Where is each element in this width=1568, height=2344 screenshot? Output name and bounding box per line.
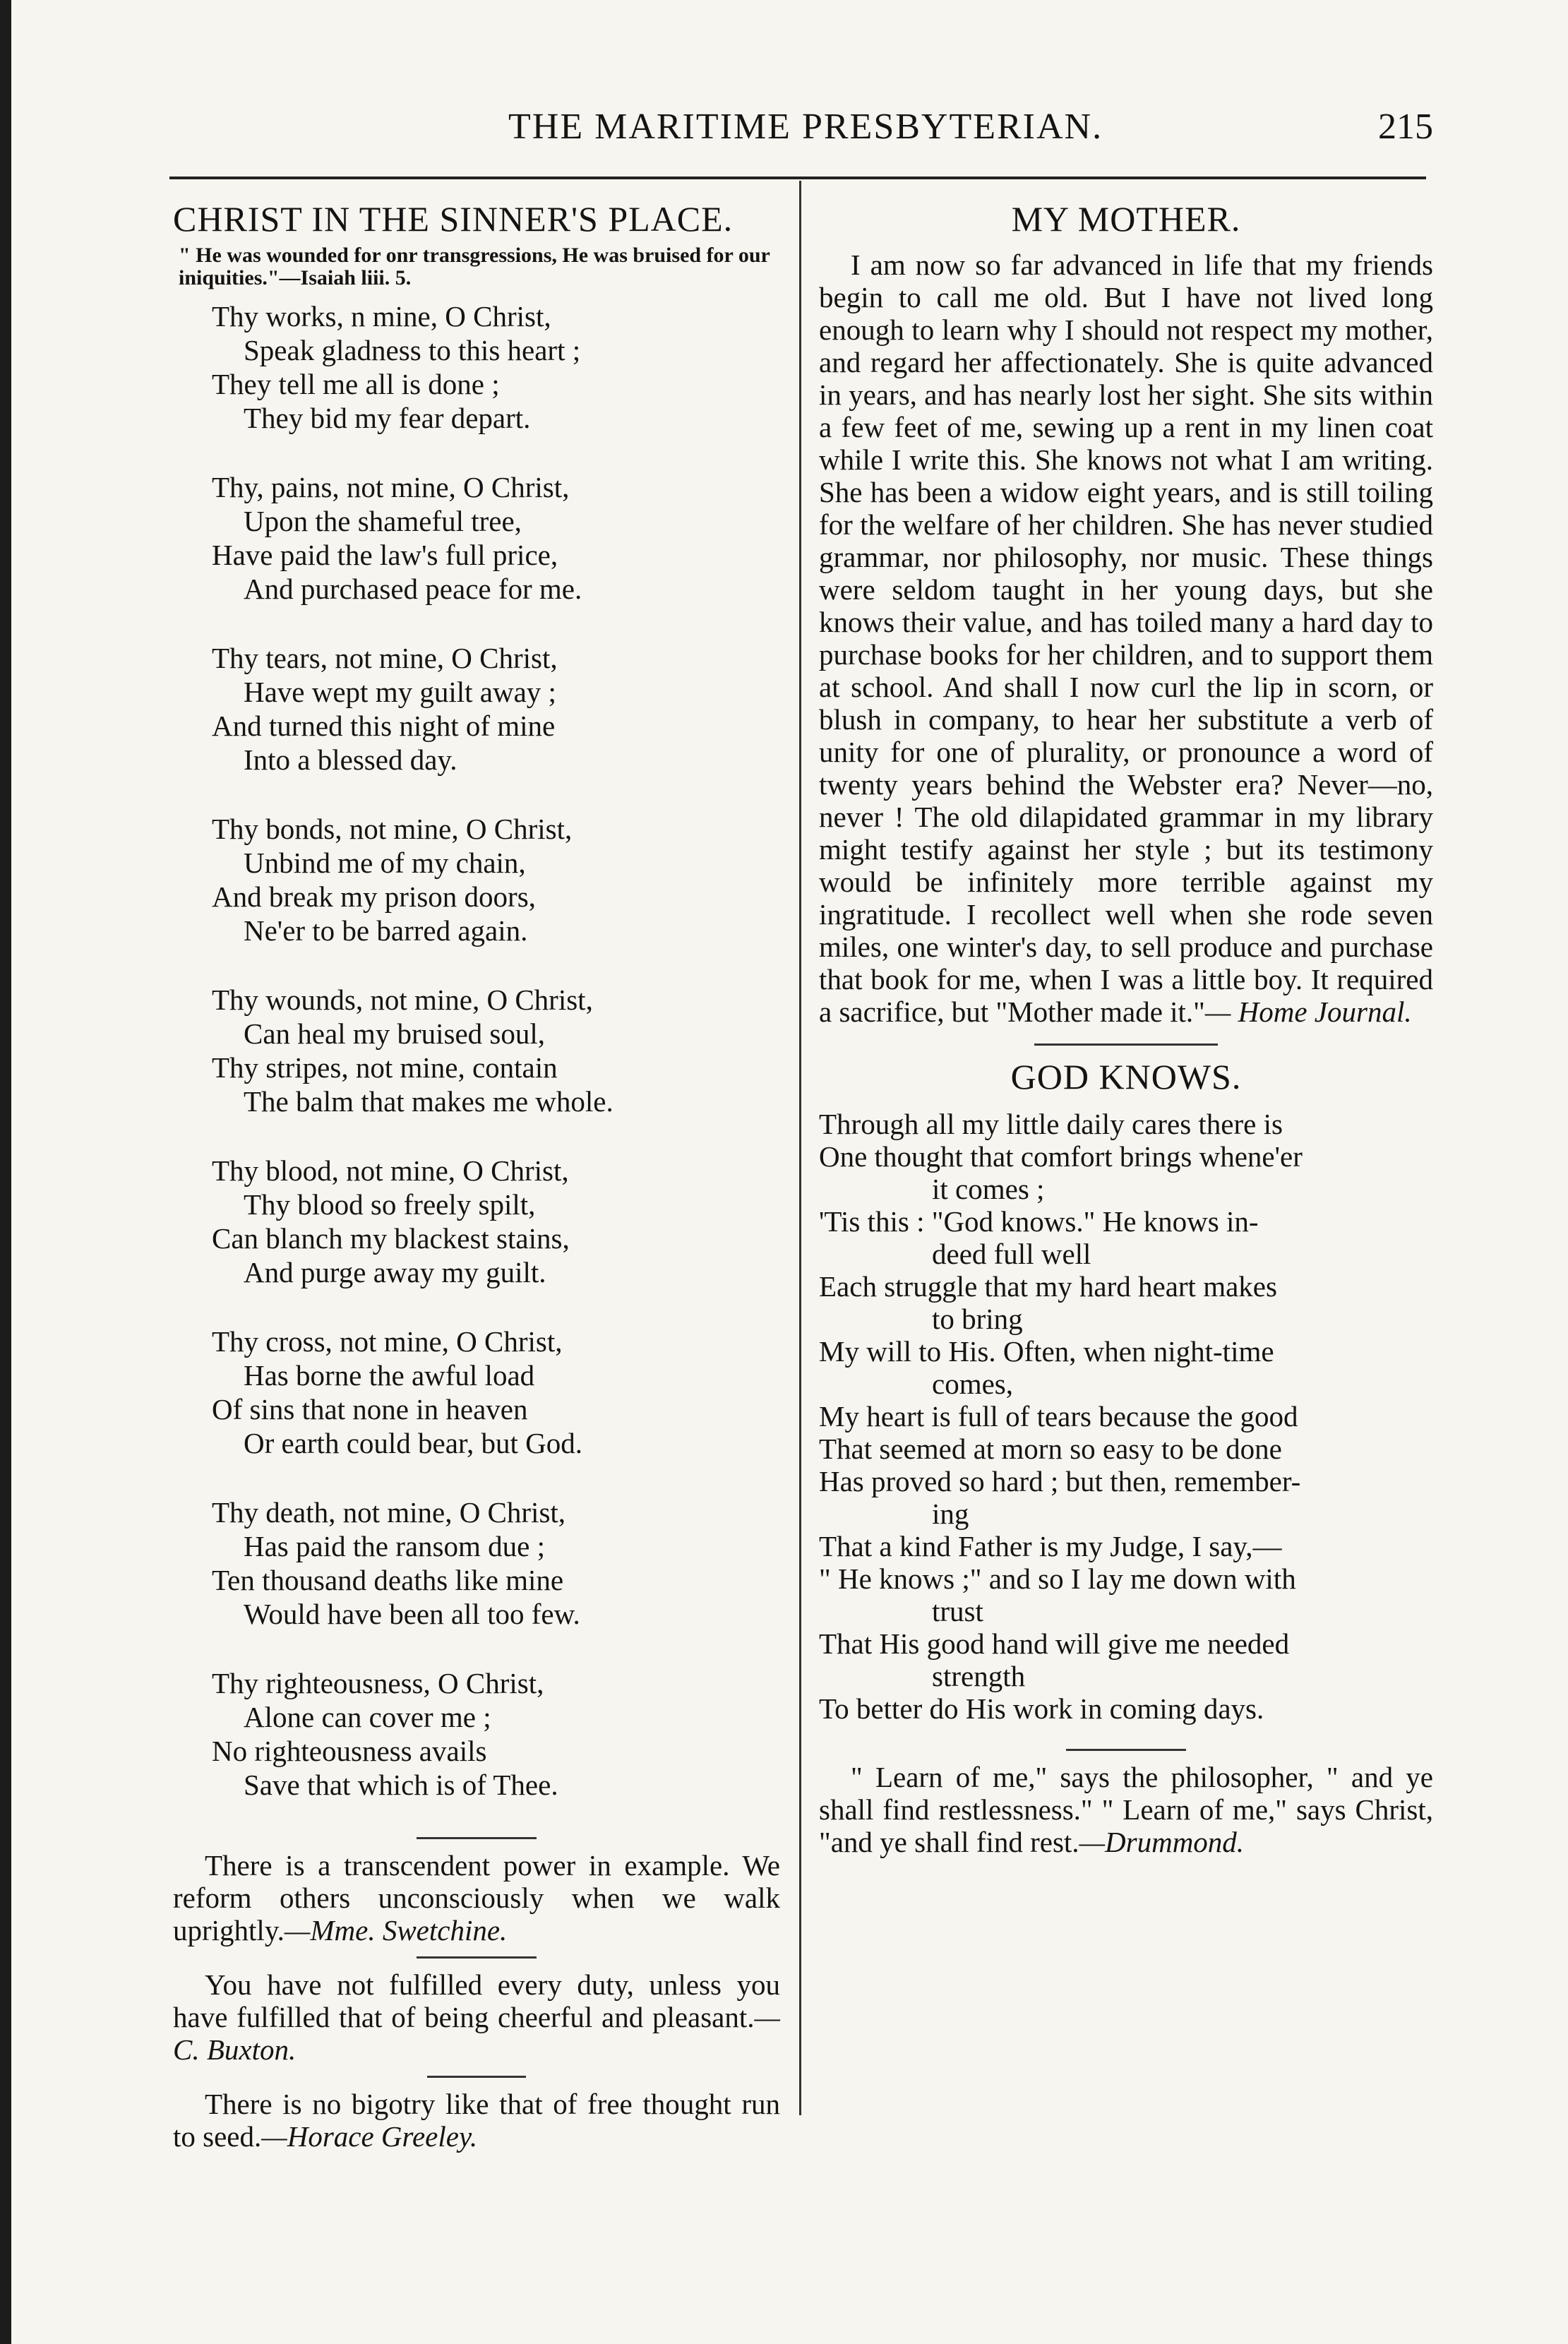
quote-text: There is no bigotry like that of free thought run to seed. bbox=[173, 2088, 780, 2153]
closing-quote bbox=[819, 1761, 1433, 1858]
poem-line: Thy works, n mine, O Christ, bbox=[212, 300, 551, 333]
journal-title: THE MARITIME PRESBYTERIAN. bbox=[508, 107, 1103, 147]
poem-line: Through all my little daily cares there is bbox=[819, 1108, 1283, 1140]
poem-line: Each struggle that my hard heart makes bbox=[819, 1270, 1277, 1303]
column-divider bbox=[799, 181, 801, 2115]
quote-text: " Learn of me," says the philosopher, " and ye shall find restlessness." " Learn of me," says Christ, "and ye shall find rest. bbox=[819, 1761, 1433, 1858]
poem-line: comes, bbox=[932, 1368, 1013, 1400]
article-body bbox=[819, 249, 1433, 1028]
article-title: MY MOTHER. bbox=[1011, 199, 1241, 239]
quote-text: There is a transcendent power in example. We reform others unconsciously when we walk uprightly. bbox=[173, 1849, 780, 1947]
poem-line: That seemed at morn so easy to be done bbox=[819, 1433, 1282, 1465]
poem-line: My will to His. Often, when night-time bbox=[819, 1335, 1274, 1368]
poem-stanza bbox=[212, 1495, 780, 1631]
poem-line: One thought that comfort brings whene'er bbox=[819, 1140, 1303, 1173]
poem-line: Thy bonds, not mine, O Christ, bbox=[212, 813, 573, 845]
poem-line: Can blanch my blackest stains, bbox=[212, 1222, 570, 1255]
poem-line: The balm that makes me whole. bbox=[244, 1085, 614, 1118]
poem-line: Can heal my bruised soul, bbox=[244, 1017, 546, 1050]
separator-rule bbox=[1034, 1044, 1218, 1046]
poem-line: My heart is full of tears because the good bbox=[819, 1400, 1298, 1433]
header-rule bbox=[169, 177, 1426, 179]
poem-line: Or earth could bear, but God. bbox=[244, 1427, 582, 1459]
poem-line: Has borne the awful load bbox=[244, 1359, 535, 1392]
article-attribution: — Home Journal. bbox=[1204, 995, 1412, 1028]
epigraph-reference: —Isaiah liii. 5. bbox=[279, 266, 412, 289]
poem-stanza bbox=[212, 1666, 780, 1802]
separator-rule bbox=[417, 1837, 537, 1839]
quote-attribution: —Drummond. bbox=[1079, 1826, 1245, 1858]
quote-attribution: —Horace Greeley. bbox=[261, 2120, 478, 2153]
quote-paragraph bbox=[173, 1849, 780, 1947]
poem-stanzas bbox=[173, 299, 780, 1802]
poem-stanza bbox=[212, 1154, 780, 1289]
quote-paragraph bbox=[173, 2088, 780, 2153]
poem-line: Have paid the law's full price, bbox=[212, 539, 558, 571]
poem-line: Thy blood, not mine, O Christ, bbox=[212, 1154, 569, 1187]
poem-line: Thy cross, not mine, O Christ, bbox=[212, 1325, 563, 1358]
separator-rule bbox=[427, 2076, 526, 2078]
right-column bbox=[819, 198, 1433, 1858]
poem-line: Thy blood so freely spilt, bbox=[244, 1188, 536, 1221]
left-column bbox=[173, 198, 780, 2153]
poem-line: Thy stripes, not mine, contain bbox=[212, 1051, 558, 1084]
poem-line: And purchased peace for me. bbox=[244, 573, 582, 605]
quote-attribution: —Mme. Swetchine. bbox=[284, 1914, 508, 1947]
poem-line: Speak gladness to this heart ; bbox=[244, 334, 581, 366]
poem-line: Thy wounds, not mine, O Christ, bbox=[212, 983, 593, 1016]
poem-stanza bbox=[212, 983, 780, 1118]
poem-line: They bid my fear depart. bbox=[244, 402, 531, 434]
poem-line: Would have been all too few. bbox=[244, 1598, 580, 1630]
poem-line: deed full well bbox=[932, 1238, 1091, 1270]
poem-line: Unbind me of my chain, bbox=[244, 847, 526, 879]
poem-line: No righteousness avails bbox=[212, 1735, 487, 1767]
quote-attribution: —C. Buxton. bbox=[173, 2001, 780, 2066]
binding-edge bbox=[0, 0, 11, 2344]
poem-line: Ne'er to be barred again. bbox=[244, 914, 528, 947]
poem-line: Thy, pains, not mine, O Christ, bbox=[212, 471, 570, 503]
poem-line: Has proved so hard ; but then, remember- bbox=[819, 1465, 1301, 1497]
poem-line: trust bbox=[932, 1595, 983, 1627]
poem-line: ing bbox=[932, 1497, 969, 1530]
poem-line: Save that which is of Thee. bbox=[244, 1769, 558, 1801]
poem-line: strength bbox=[932, 1660, 1026, 1692]
running-header bbox=[494, 106, 1433, 155]
epigraph bbox=[179, 244, 780, 289]
quote-text: You have not fulfilled every duty, unless you have fulfilled that of being cheerful and pleasant. bbox=[173, 1968, 780, 2033]
poem-line: Thy righteousness, O Christ, bbox=[212, 1667, 544, 1699]
poem-title: GOD KNOWS. bbox=[1010, 1057, 1242, 1096]
poem-line: That His good hand will give me needed bbox=[819, 1627, 1290, 1660]
poem-stanza bbox=[212, 1325, 780, 1460]
poem-line: Thy tears, not mine, O Christ, bbox=[212, 642, 558, 674]
poem-line: 'Tis this : "God knows." He knows in- bbox=[819, 1205, 1259, 1238]
poem-line: Thy death, not mine, O Christ, bbox=[212, 1496, 566, 1529]
epigraph-text: " He was wounded for onr transgressions, He was bruised for our iniquities." bbox=[179, 244, 770, 289]
poem-line: Have wept my guilt away ; bbox=[244, 676, 556, 708]
poem-line: " He knows ;" and so I lay me down with bbox=[819, 1562, 1296, 1595]
poem-stanza bbox=[212, 641, 780, 777]
poem-line: And purge away my guilt. bbox=[244, 1256, 546, 1288]
separator-rule bbox=[417, 1956, 537, 1959]
page-number: 215 bbox=[1378, 107, 1433, 147]
poem-line: Into a blessed day. bbox=[244, 743, 457, 776]
poem-line: it comes ; bbox=[932, 1173, 1045, 1205]
poem-stanza bbox=[212, 299, 780, 435]
poem-line: They tell me all is done ; bbox=[212, 368, 500, 400]
poem-stanza bbox=[212, 470, 780, 606]
poem-line: Upon the shameful tree, bbox=[244, 505, 522, 537]
article-text: I am now so far advanced in life that my friends begin to call me old. But I have not lived long enough to learn why I should not respect my mother, and regard her affectionately. She is quite advanced in years, and has nearly lost her sight. She sits within a few feet of me, sewing up a rent in my linen coat while I write this. She knows not what I am writing. She has been a widow eight years, and is still toiling for the welfare of her children. She has never studied grammar, nor philosophy, nor music. These things were seldom taught in her young days, but she knows their value, and has toiled many a hard day to purchase books for her children, and to support them at school. And shall I now curl the lip in scorn, or blush in company, to hear her substitute a verb of unity for one of plurality, or pronounce a word of twenty years behind the Webster era? Never—no, never ! The old dilapidated grammar in my library might testify against her style ; but its testimony would be infinitely more terrible against my ingratitude. I recollect well when she rode seven miles, one winter's day, to sell produce and purchase that book for me, when I was a little boy. It required a sacrifice, but "Mother made it." bbox=[819, 249, 1433, 1028]
poem-god-knows bbox=[819, 1108, 1433, 1725]
poem-line: To better do His work in coming days. bbox=[819, 1692, 1264, 1725]
poem-stanza bbox=[212, 812, 780, 947]
poem-line: That a kind Father is my Judge, I say,— bbox=[819, 1530, 1282, 1562]
poem-line: Alone can cover me ; bbox=[244, 1701, 491, 1733]
poem-line: Has paid the ransom due ; bbox=[244, 1530, 545, 1562]
poem-title: CHRIST IN THE SINNER'S PLACE. bbox=[173, 199, 734, 239]
poem-line: to bring bbox=[932, 1303, 1023, 1335]
poem-line: Of sins that none in heaven bbox=[212, 1393, 528, 1425]
quote-paragraph bbox=[173, 1968, 780, 2066]
separator-rule bbox=[1066, 1749, 1186, 1751]
poem-line: Ten thousand deaths like mine bbox=[212, 1564, 564, 1596]
poem-line: And break my prison doors, bbox=[212, 880, 536, 913]
poem-line: And turned this night of mine bbox=[212, 710, 556, 742]
